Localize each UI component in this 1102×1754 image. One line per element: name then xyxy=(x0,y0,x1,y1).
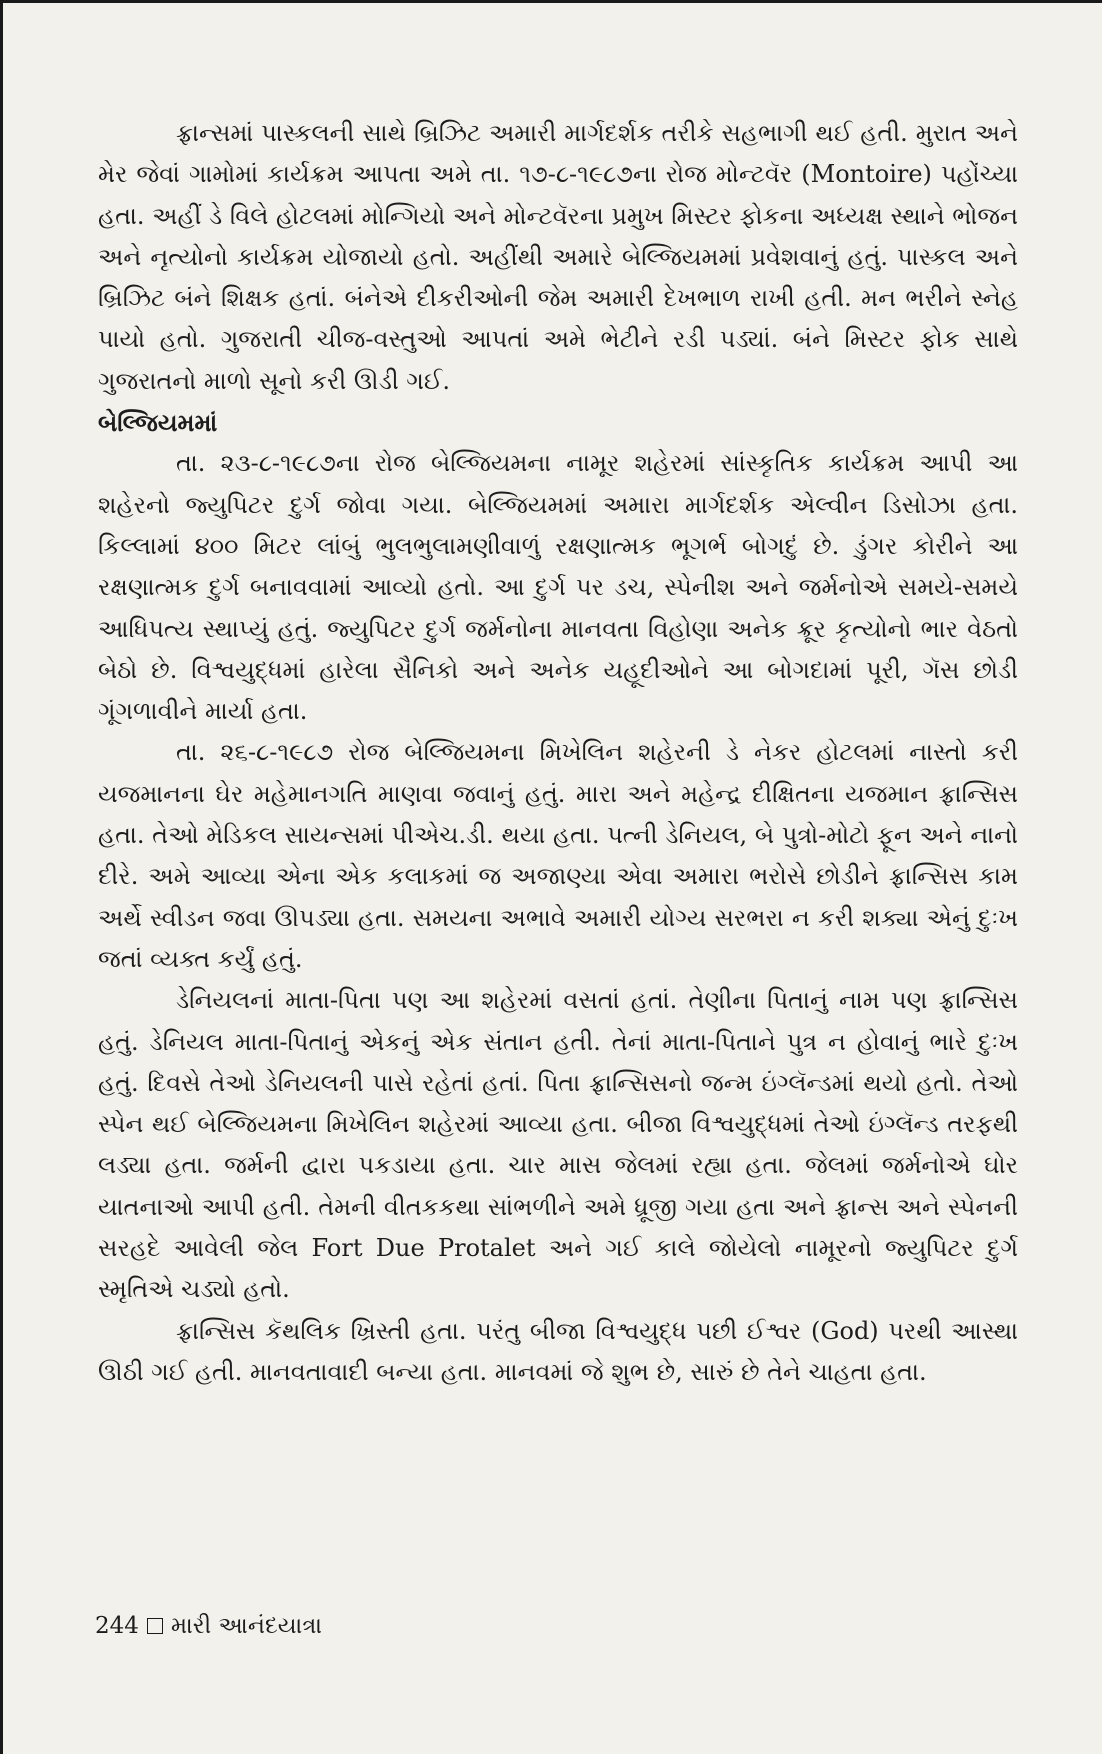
paragraph-daniel-parents: ડેનિયલનાં માતા-પિતા પણ આ શહેરમાં વસતાં હતાં. તેણીના પિતાનું નામ પણ ફ્રાન્સિસ હતું. ડેનિયલ માતા-પિતાનું એકનું એક સંતાન હતી. તેનાં માતા-પિતાને પુત્ર ન હોવાનું ભારે દુઃખ હતું. દિવસે તેઓ ડેનિયલની પાસે રહેતાં હતાં. પિતા ફ્રાન્સિસનો જન્મ ઇંગ્લૅન્ડમાં થયો હતો. તેઓ સ્પેન થઈ બેલ્જિયમના મિખેલિન શહેરમાં આવ્યા હતા. બીજા વિશ્વયુદ્ધમાં તેઓ ઇંગ્લૅન્ડ તરફથી લડ્યા હતા. જર્મની દ્વારા પકડાયા હતા. ચાર માસ જેલમાં રહ્યા હતા. જેલમાં જર્મનોએ ઘોર યાતનાઓ આપી હતી. તેમની વીતકકથા સાંભળીને અમે ધ્રૂજી ગયા હતા અને ફ્રાન્સ અને સ્પેનની સરહદે આવેલી જેલ Fort Due Protalet અને ગઈ કાલે જોયેલો નામૂરનો જ્યુપિટર દુર્ગ સ્મૃતિએ ચડ્યો હતો. xyxy=(98,986,1018,1304)
paragraph-mechelen: તા. ૨૬-૮-૧૯૮૭ રોજ બેલ્જિયમના મિખેલિન શહેરની ડે નેકર હોટલમાં નાસ્તો કરી યજમાનના ઘેર મહેમાનગતિ માણવા જવાનું હતું. મારા અને મહેન્દ્ર દીક્ષિતના યજમાન ફ્રાન્સિસ હતા. તેઓ મેડિકલ સાયન્સમાં પીએચ.ડી. થયા હતા. પત્ની ડેનિયલ, બે પુત્રો-મોટો ફૂન અને નાનો દીરે. અમે આવ્યા એના એક કલાકમાં જ અજાણ્યા એવા અમારા ભરોસે છોડીને ફ્રાન્સિસ કામ અર્થે સ્વીડન જવા ઊપડ્યા હતા. સમયના અભાવે અમારી યોગ્ય સરભરા ન કરી શક્યા એનું દુઃખ જતાં વ્યક્ત કર્યું હતું. xyxy=(98,738,1018,973)
page-number: 244 xyxy=(95,1613,139,1639)
paragraph-france: ફ્રાન્સમાં પાસ્કલની સાથે બ્રિઝિટ અમારી માર્ગદર્શક તરીકે સહભાગી થઈ હતી. મુરાત અને મેર જેવાં ગામોમાં કાર્યક્રમ આપતા અમે તા. ૧૭-૮-૧૯૮૭ના રોજ મોન્ટવૅર (Montoire) પહોંચ્યા હતા. અહીં ડે વિલે હોટલમાં મોન્ગિયો અને મોન્ટવૅરના પ્રમુખ મિસ્ટર ફોકના અધ્યક્ષ સ્થાને ભોજન અને નૃત્યોનો કાર્યક્રમ યોજાયો હતો. અહીંથી અમારે બેલ્જિયમમાં પ્રવેશવાનું હતું. પાસ્કલ અને બ્રિઝિટ બંને શિક્ષક હતાં. બંનેએ દીકરીઓની જેમ અમારી દેખભાળ રાખી હતી. મન ભરીને સ્નેહ પાયો હતો. ગુજરાતી ચીજ-વસ્તુઓ આપતાં અમે ભેટીને રડી પડ્યાં. બંને મિસ્ટર ફોક સાથે ગુજરાતનો માળો સૂનો કરી ઊડી ગઈ. xyxy=(98,119,1018,395)
body-text xyxy=(98,113,1018,1393)
section-heading: બેલ્જિયમમાં xyxy=(98,408,218,438)
square-separator-icon xyxy=(147,1618,163,1634)
book-title: મારી આનંદયાત્રા xyxy=(170,1613,323,1639)
paragraph-francis-faith: ફ્રાન્સિસ કૅથલિક ખ્રિસ્તી હતા. પરંતુ બીજા વિશ્વયુદ્ધ પછી ઈશ્વર (God) પરથી આસ્થા ઊઠી ગઈ હતી. માનવતાવાદી બન્યા હતા. માનવમાં જે શુભ છે, સારું છે તેને ચાહતા હતા. xyxy=(98,1316,1018,1386)
page-footer xyxy=(95,1613,322,1639)
paragraph-namur: તા. ૨૩-૮-૧૯૮૭ના રોજ બેલ્જિયમના નામૂર શહેરમાં સાંસ્કૃતિક કાર્યક્રમ આપી આ શહેરનો જ્યુપિટર દુર્ગ જોવા ગયા. બેલ્જિયમમાં અમારા માર્ગદર્શક એલ્વીન ડિસોઝા હતા. કિલ્લામાં ૪૦૦ મિટર લાંબું ભુલભુલામણીવાળું રક્ષણાત્મક ભૂગર્ભ બોગદું છે. ડુંગર કોરીને આ રક્ષણાત્મક દુર્ગ બનાવવામાં આવ્યો હતો. આ દુર્ગ પર ડચ, સ્પેનીશ અને જર્મનોએ સમયે-સમયે આધિપત્ય સ્થાપ્યું હતું. જ્યુપિટર દુર્ગ જર્મનોના માનવતા વિહોણા અનેક ક્રૂર કૃત્યોનો ભાર વેઠતો બેઠો છે. વિશ્વયુદ્ધમાં હારેલા સૈનિકો અને અનેક યહૂદીઓને આ બોગદામાં પૂરી, ગૅસ છોડી ગૂંગળાવીને માર્યા હતા. xyxy=(98,449,1018,726)
